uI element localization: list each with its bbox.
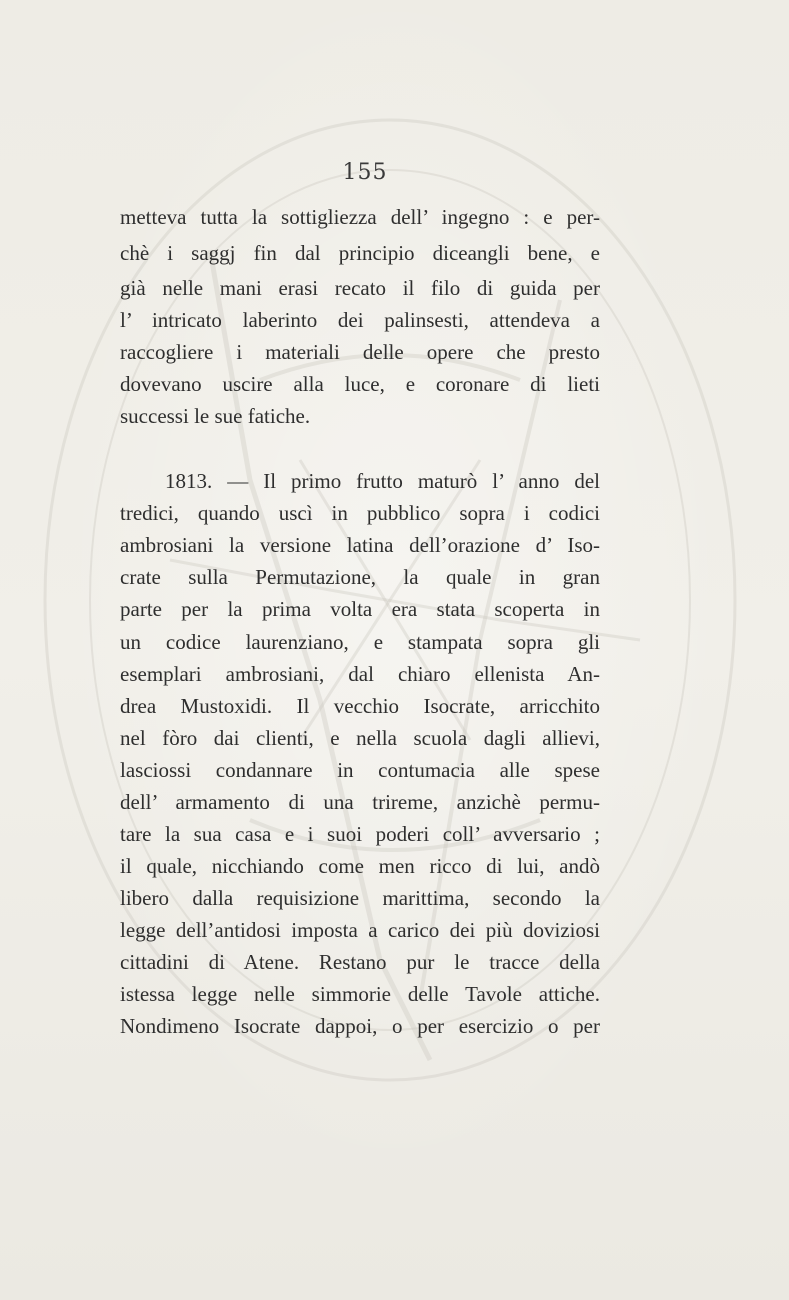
text-line: successi le sue fatiche. (120, 404, 311, 428)
text-line: libero dalla requisizione marittima, secondo la (120, 886, 600, 910)
text-line: lasciossi condannare in contumacia alle spese (120, 758, 600, 782)
text-line: tredici, quando uscì in pubblico sopra i codici (120, 501, 600, 525)
text-line: l’ intricato laberinto dei palinsesti, attendeva a (120, 308, 600, 332)
text-line: chè i saggj fin dal principio diceangli bene, e (120, 241, 600, 265)
text-line: istessa legge nelle simmorie delle Tavole attiche. (120, 982, 600, 1006)
text-line: già nelle mani erasi recato il filo di guida per (120, 276, 600, 300)
text-line: raccogliere i materiali delle opere che presto (120, 340, 600, 364)
text-line: nel fòro dai clienti, e nella scuola dagli allievi, (120, 726, 600, 750)
text-line: metteva tutta la sottigliezza dell’ ingegno : e per- (120, 205, 600, 229)
text-line: il quale, nicchiando come men ricco di lui, andò (120, 854, 600, 878)
text-line: tare la sua casa e i suoi poderi coll’ avversario ; (120, 822, 600, 846)
text-line: Nondimeno Isocrate dappoi, o per esercizio o per (120, 1014, 600, 1038)
text-line: parte per la prima volta era stata scoperta in (120, 597, 600, 621)
text-line: un codice laurenziano, e stampata sopra gli (120, 630, 600, 654)
text-line: dovevano uscire alla luce, e coronare di lieti (120, 372, 600, 396)
page-number: 155 (342, 160, 388, 185)
text-line: crate sulla Permutazione, la quale in gran (120, 565, 600, 589)
text-line: dell’ armamento di una trireme, anzichè permu- (120, 790, 600, 814)
text-line: cittadini di Atene. Restano pur le tracce della (120, 950, 600, 974)
text-line: esemplari ambrosiani, dal chiaro ellenista An- (120, 662, 600, 686)
text-line: 1813. — Il primo frutto maturò l’ anno del (165, 469, 600, 493)
text-line: ambrosiani la versione latina dell’orazione d’ Iso- (120, 533, 600, 557)
text-line: drea Mustoxidi. Il vecchio Isocrate, arricchito (120, 694, 600, 718)
text-line: legge dell’antidosi imposta a carico dei più doviziosi (120, 918, 600, 942)
